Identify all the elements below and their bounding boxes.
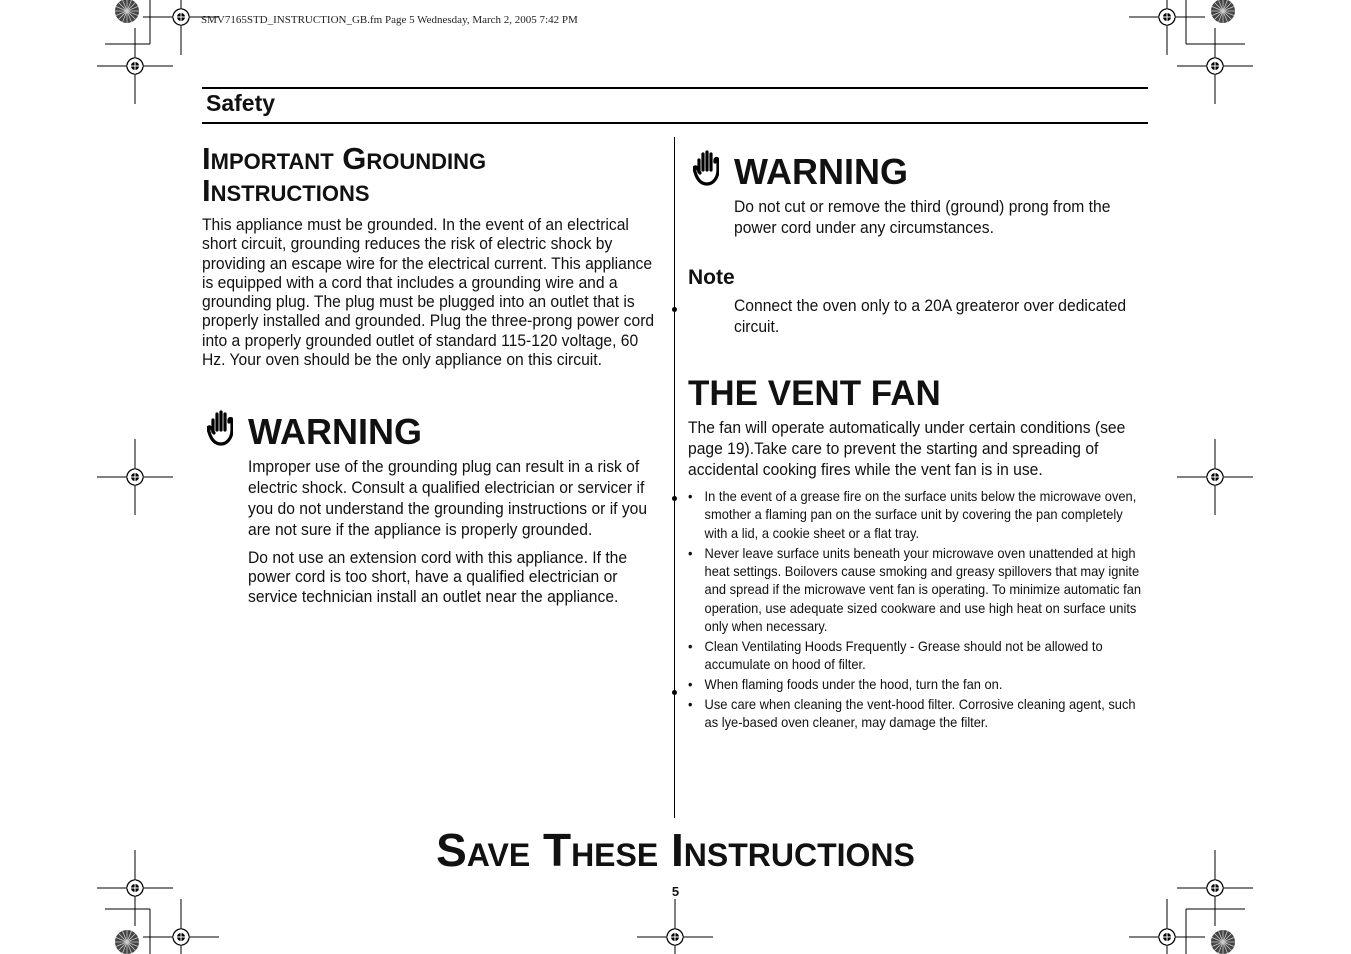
list-item: • When flaming foods under the hood, turn the fan on. [688, 675, 1148, 693]
vent-fan-intro: The fan will operate automatically under certain conditions (see page 19).Take care to prevent the starting and spreading of accidental cooking fires while the vent fan is in use. [688, 418, 1126, 479]
save-instructions-title: Save These Instructions [436, 824, 915, 876]
vent-fan-section [688, 376, 1148, 733]
note-title: Note [688, 266, 735, 289]
warning-right-text: Do not cut or remove the third (ground) prong from the power cord under any circumstances. [734, 197, 1111, 237]
warning-left-para1: Improper use of the grounding plug can result in a risk of electric shock. Consult a qualified electrician or servicer if you do not understand the grounding instructions or if you are not sure if the appliance is properly grounded. [248, 457, 648, 539]
vent-fan-title: THE VENT FAN [688, 374, 941, 413]
grounding-section [202, 143, 667, 369]
section-title: Safety [206, 90, 276, 116]
grounding-title [202, 143, 667, 207]
margin-dot [672, 496, 677, 501]
section-bottom-rule [202, 122, 1148, 124]
margin-dot [672, 690, 677, 695]
grounding-paragraph: This appliance must be grounded. In the event of an electrical short circuit, grounding reduces the risk of electric shock by providing an escape wire for the electrical current. This appliance is equipped with a cord that includes a grounding wire and a grounding plug. The plug must be plugged into an outlet that is properly installed and grounded. Plug the three-prong power cord into a properly grounded outlet of standard 115-120 voltage, 60 Hz. Your oven should be the only appliance on this circuit. [202, 215, 655, 370]
file-header: SMV7165STD_INSTRUCTION_GB.fm Page 5 Wednesday, March 2, 2005 7:42 PM [201, 14, 578, 26]
list-item: • Never leave surface units beneath your microwave oven unattended at high heat settings. Boilovers cause smoking and greasy spillovers that may ignite and spread if the microwave vent fan is operating. To minimize automatic fan operation, use adequate sized cookware and use high heat on surface units only when necessary. [688, 544, 1148, 636]
raised-hand-icon [693, 150, 719, 186]
grounding-title-line2: Instructions [202, 173, 370, 208]
page-number: 5 [671, 884, 680, 899]
list-item: • Use care when cleaning the vent-hood filter. Corrosive cleaning agent, such as lye-based oven cleaner, may damage the filter. [688, 695, 1148, 732]
section-top-rule [202, 87, 1148, 89]
warning-left-para2: Do not use an extension cord with this appliance. If the power cord is too short, have a qualified electrician or service technician install an outlet near the appliance. [248, 548, 628, 606]
warning-left [248, 411, 668, 606]
list-item: • In the event of a grease fire on the surface units below the microwave oven, smother a flaming pan on the surface unit by covering the pan completely with a lid, a cookie sheet or a flat tray. [688, 487, 1148, 542]
warning-left-title: WARNING [248, 411, 422, 452]
list-item: • Clean Ventilating Hoods Frequently - Grease should not be allowed to accumulate on hood of filter. [688, 637, 1148, 674]
warning-right-title: WARNING [734, 151, 908, 192]
note-text: Connect the oven only to a 20A greateror over dedicated circuit. [734, 296, 1127, 336]
raised-hand-icon [207, 410, 233, 446]
vent-fan-bullets [688, 487, 1148, 732]
warning-right [734, 151, 1148, 238]
grounding-title-line1: Important Grounding [202, 141, 487, 176]
column-divider [674, 137, 675, 818]
margin-dot [672, 307, 677, 312]
